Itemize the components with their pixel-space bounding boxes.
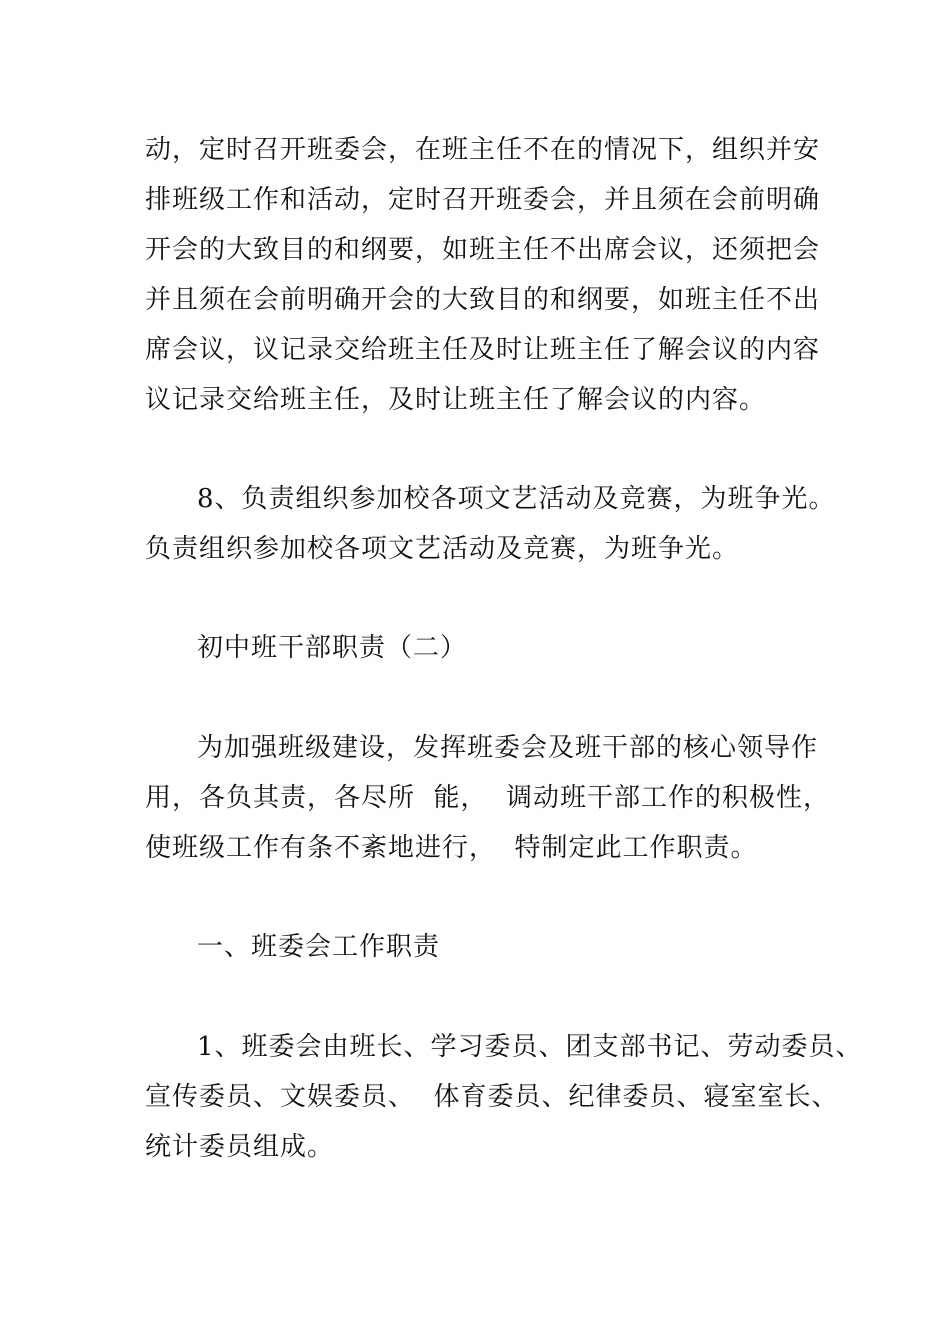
paragraph-line: 排班级工作和活动，定时召开班委会，并且须在会前明确 (145, 185, 821, 215)
paragraph-line: 动，定时召开班委会，在班主任不在的情况下，组织并安 (145, 135, 821, 165)
item-1-line: 宣传委员、文娱委员、 体育委员、纪律委员、寝室室长、 (145, 1082, 839, 1112)
intro-line: 使班级工作有条不紊地进行， 特制定此工作职责。 (145, 833, 758, 863)
intro-line: 为加强班级建设，发挥班委会及班干部的核心领导作 (197, 733, 819, 763)
item-1-line: 1、班委会由班长、学习委员、团支部书记、劳动委员、 (197, 1032, 863, 1062)
heading-one: 一、班委会工作职责 (197, 932, 441, 962)
paragraph-line: 席会议，议记录交给班主任及时让班主任了解会议的内容 (145, 335, 821, 365)
paragraph-line: 议记录交给班主任，及时让班主任了解会议的内容。 (145, 385, 767, 415)
paragraph-line: 并且须在会前明确开会的大致目的和纲要，如班主任不出 (145, 285, 821, 315)
section-title: 初中班干部职责（二） (197, 633, 468, 663)
intro-line: 用，各负其责，各尽所 能， 调动班干部工作的积极性， (145, 783, 831, 813)
paragraph-line: 开会的大致目的和纲要，如班主任不出席会议，还须把会 (145, 235, 821, 265)
item-8-line: 8、负责组织参加校各项文艺活动及竞赛，为班争光。 (197, 484, 836, 514)
item-1-line: 统计委员组成。 (145, 1132, 335, 1162)
item-8-line: 负责组织参加校各项文艺活动及竞赛，为班争光。 (145, 534, 740, 564)
